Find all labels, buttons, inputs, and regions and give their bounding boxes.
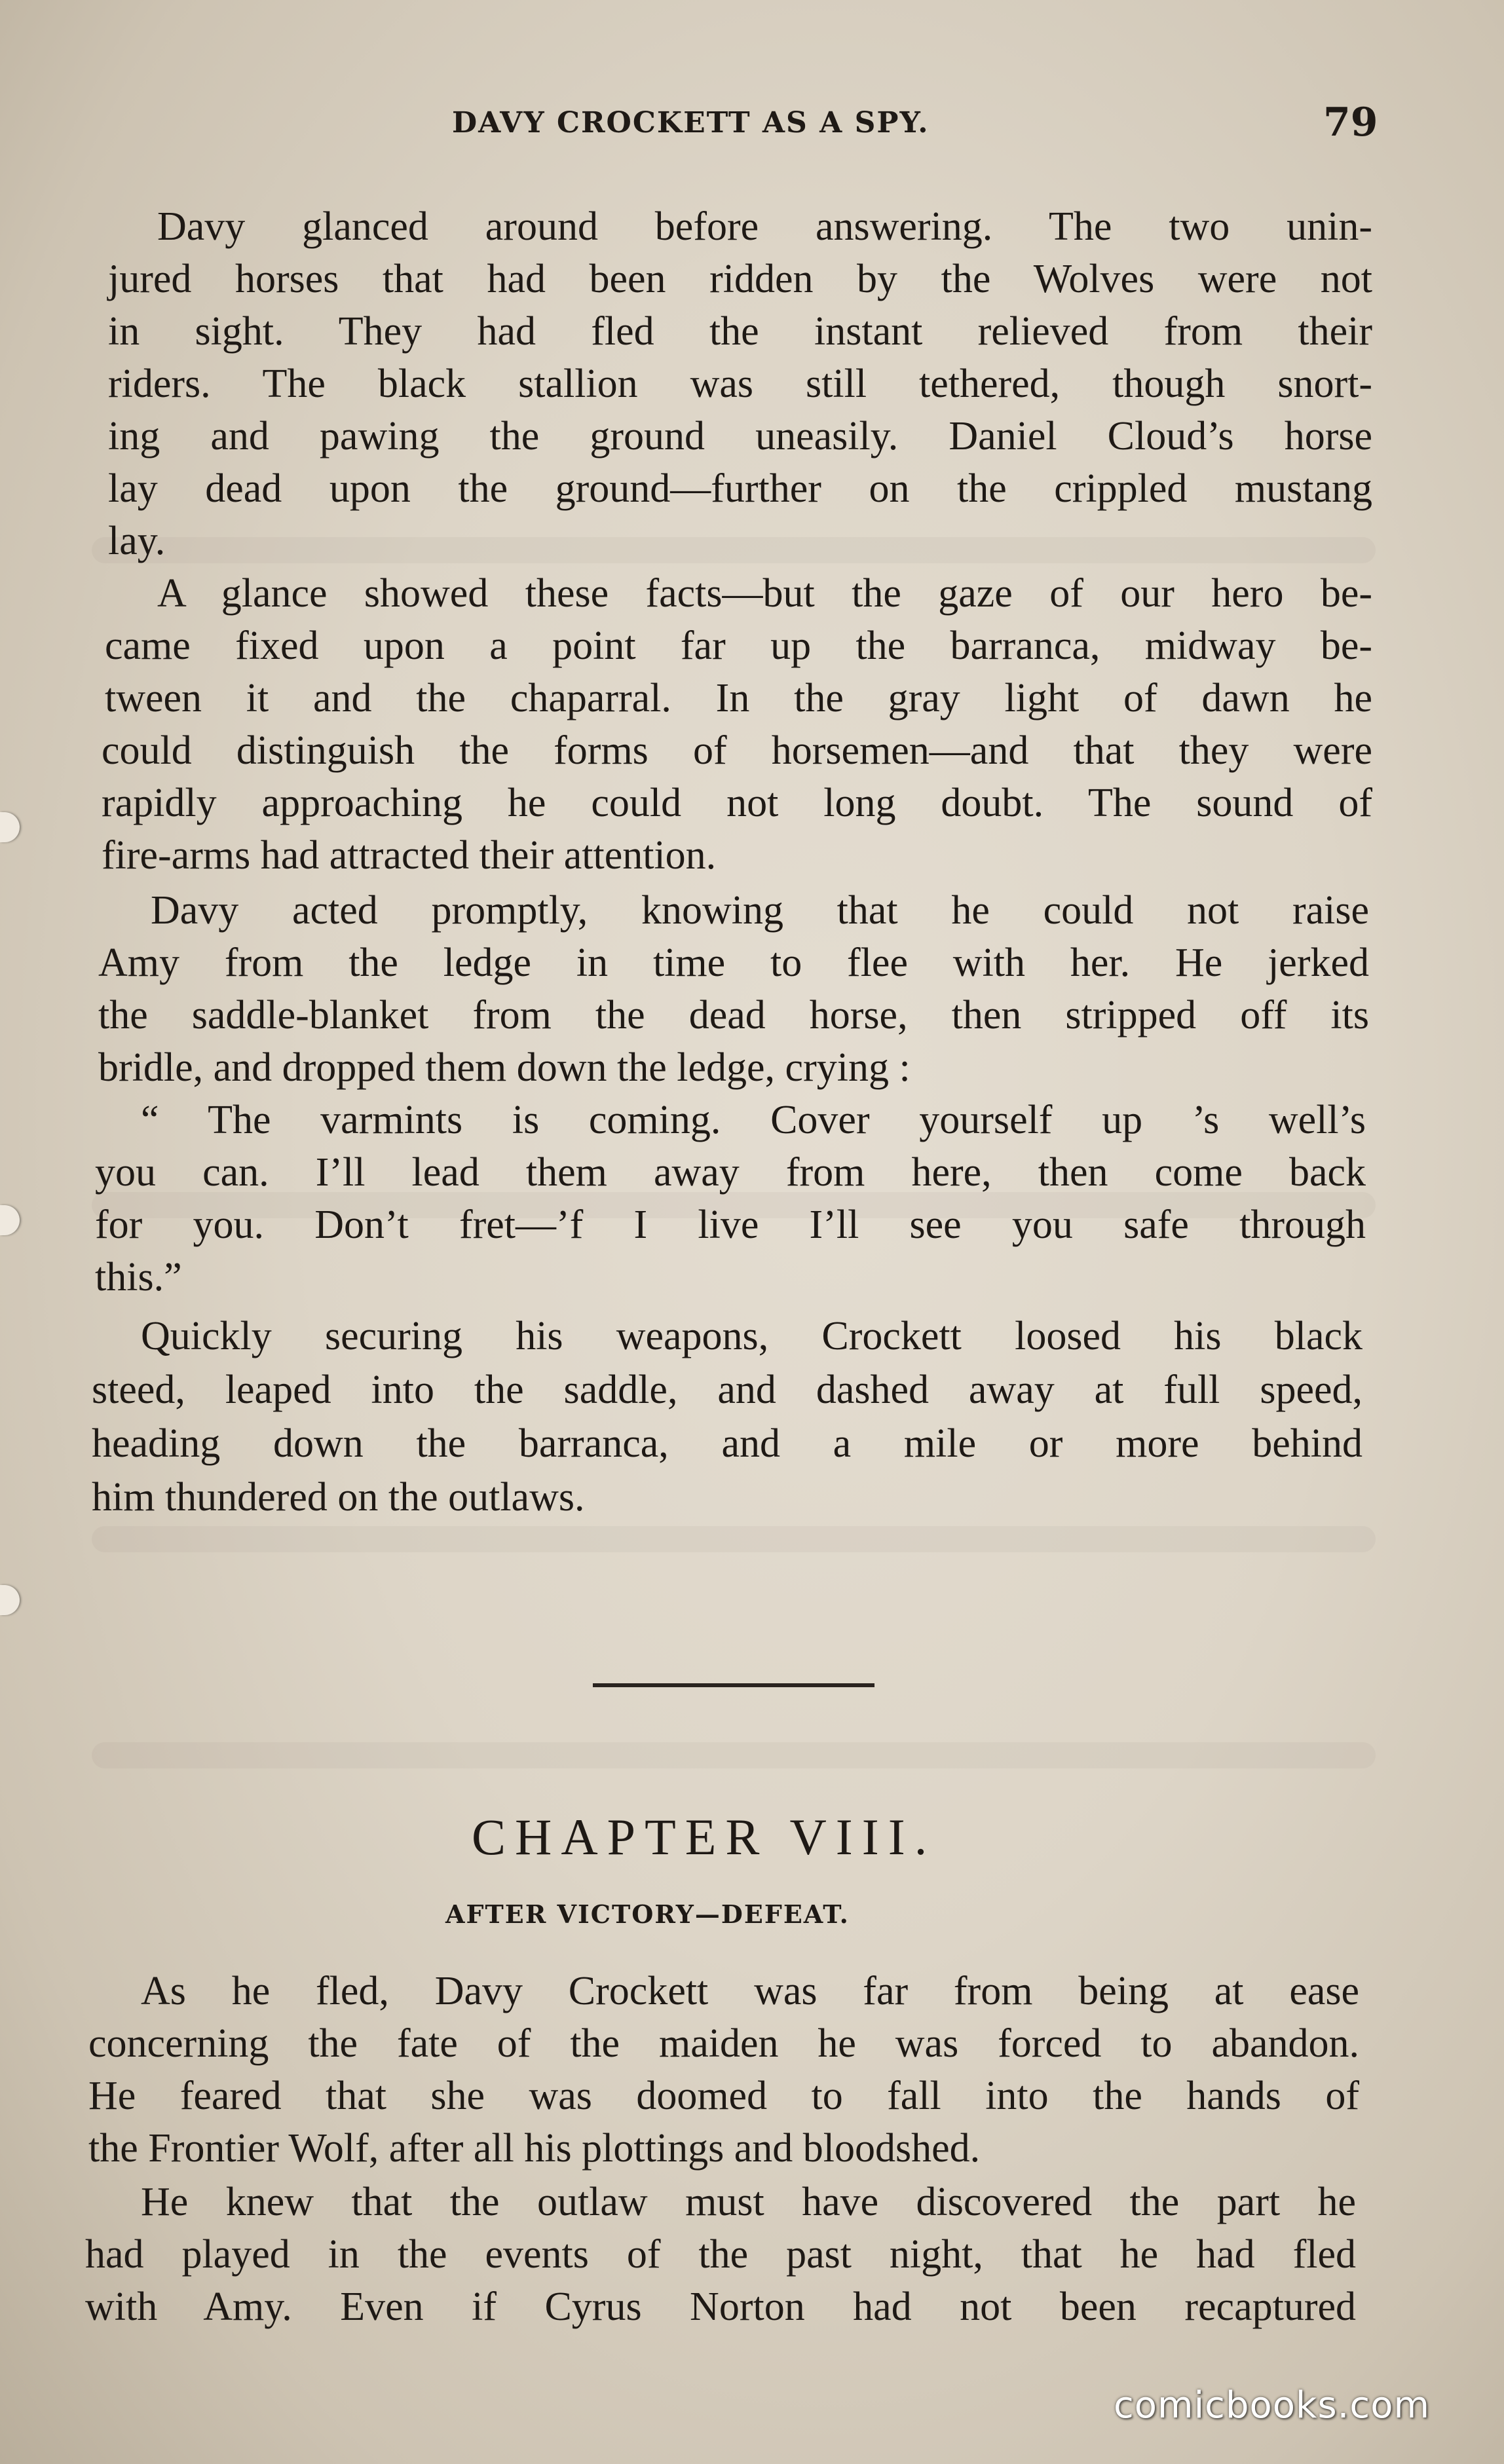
- text-line: in sight. They had fled the instant relieved from their: [108, 309, 1372, 354]
- binding-hole: [0, 1585, 20, 1615]
- text-line: tween it and the chaparral. In the gray light of dawn he: [105, 676, 1372, 720]
- text-line: A glance showed these facts—but the gaze of our hero be-: [157, 571, 1372, 616]
- text-line: Davy acted promptly, knowing that he could not raise: [151, 888, 1369, 933]
- text-line: riders. The black stallion was still tethered, though snort-: [108, 362, 1372, 406]
- binding-hole: [0, 812, 20, 842]
- text-line: had played in the events of the past night, that he had fled: [85, 2232, 1356, 2277]
- running-head: DAVY CROCKETT AS A SPY.: [452, 106, 930, 140]
- text-line: Davy glanced around before answering. The two unin-: [157, 204, 1372, 249]
- text-line: lay dead upon the ground—further on the crippled mustang: [108, 466, 1372, 511]
- text-line: concerning the fate of the maiden he was forced to abandon.: [88, 2021, 1359, 2066]
- text-line: lay.: [108, 519, 166, 563]
- text-line: Amy from the ledge in time to flee with her. He jerked: [98, 941, 1369, 985]
- text-line: came fixed upon a point far up the barranca, midway be-: [105, 624, 1372, 668]
- chapter-subtitle: AFTER VICTORY—DEFEAT.: [445, 1899, 850, 1929]
- text-line: jured horses that had been ridden by the Wolves were not: [108, 257, 1372, 301]
- text-line: you can. I’ll lead them away from here, then come back: [95, 1150, 1366, 1195]
- text-line: with Amy. Even if Cyrus Norton had not been recaptured: [85, 2285, 1356, 2329]
- text-line: bridle, and dropped them down the ledge, crying :: [98, 1045, 911, 1090]
- text-line: He knew that the outlaw must have discovered the part he: [141, 2180, 1356, 2224]
- bleed-through-band: [92, 1742, 1376, 1768]
- text-line: ing and pawing the ground uneasily. Daniel Cloud’s horse: [108, 414, 1372, 458]
- section-divider-rule: [593, 1683, 874, 1687]
- text-line: steed, leaped into the saddle, and dashed away at full speed,: [92, 1368, 1363, 1412]
- watermark: comicbooks.com: [1114, 2384, 1431, 2427]
- text-line: heading down the barranca, and a mile or more behind: [92, 1421, 1363, 1466]
- text-line: him thundered on the outlaws.: [92, 1475, 585, 1520]
- bleed-through-band: [92, 1526, 1376, 1552]
- text-line: the saddle-blanket from the dead horse, then stripped off its: [98, 993, 1369, 1037]
- text-line: fire-arms had attracted their attention.: [102, 833, 717, 878]
- text-line: He feared that she was doomed to fall into the hands of: [88, 2074, 1359, 2118]
- text-line: for you. Don’t fret—’f I live I’ll see you safe through: [95, 1203, 1366, 1247]
- text-line: this.”: [95, 1255, 182, 1299]
- binding-hole: [0, 1205, 20, 1235]
- text-line: rapidly approaching he could not long doubt. The sound of: [102, 781, 1372, 825]
- page-number: 79: [1323, 100, 1378, 145]
- text-line: Quickly securing his weapons, Crockett loosed his black: [141, 1314, 1363, 1358]
- text-line: As he fled, Davy Crockett was far from being at ease: [141, 1969, 1359, 2013]
- text-line: “ The varmints is coming. Cover yourself up ’s well’s: [141, 1098, 1366, 1142]
- chapter-title: CHAPTER VIII.: [472, 1808, 937, 1865]
- text-line: could distinguish the forms of horsemen—and that they were: [102, 728, 1372, 773]
- text-line: the Frontier Wolf, after all his plottings and bloodshed.: [88, 2126, 981, 2171]
